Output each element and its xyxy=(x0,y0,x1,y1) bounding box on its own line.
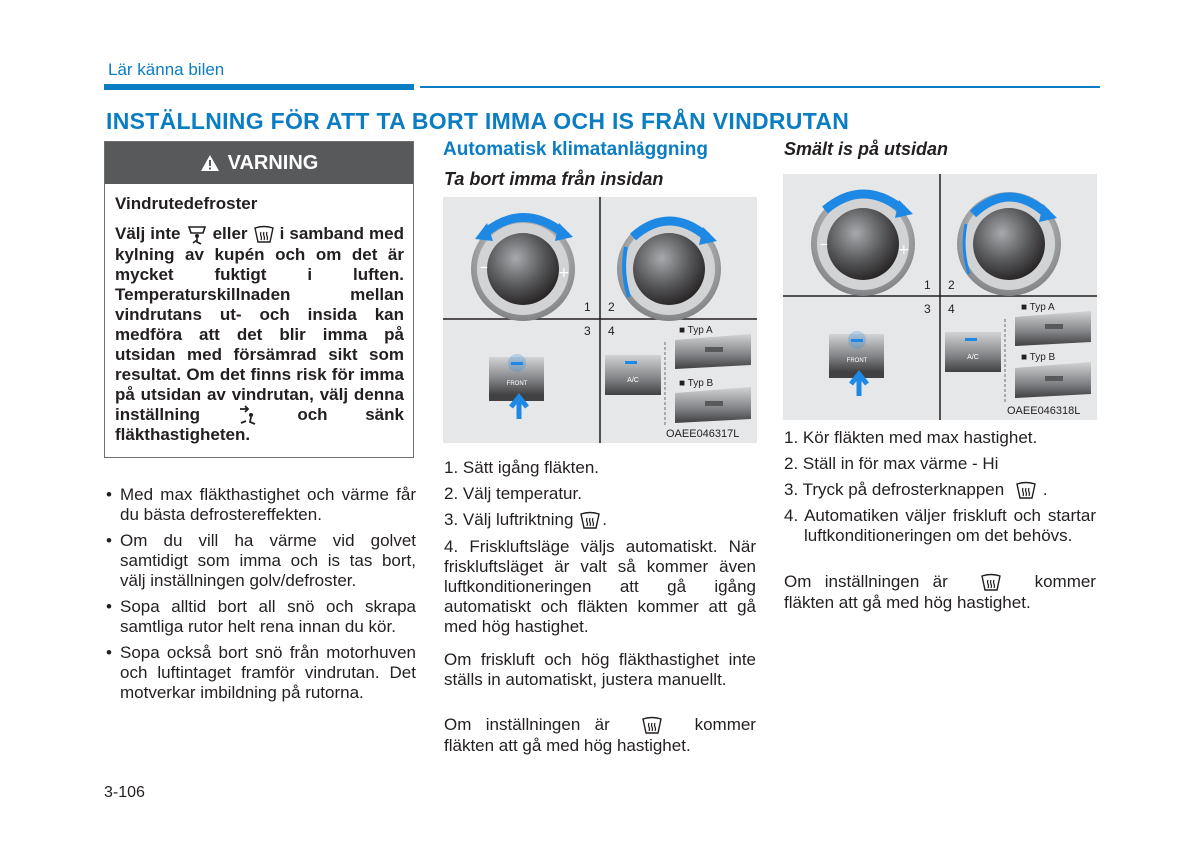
svg-text:2: 2 xyxy=(608,300,615,314)
svg-text:3: 3 xyxy=(924,302,931,316)
warning-header xyxy=(105,142,413,184)
list-item: 3. Tryck på defrosterknappen . xyxy=(784,480,1048,499)
figure-code: OAEE046317L xyxy=(666,428,740,440)
svg-text:A/C: A/C xyxy=(967,354,979,361)
svg-text:+: + xyxy=(558,265,570,281)
header-rule-thin xyxy=(420,86,1100,88)
page-title: INSTÄLLNING FÖR ATT TA BORT IMMA OCH IS FRÅN VINDRUTAN xyxy=(106,108,850,134)
list-item: 1. Sätt igång fläkten. xyxy=(444,458,599,477)
windshield-defrost-icon xyxy=(1013,481,1039,501)
svg-text:FRONT: FRONT xyxy=(846,358,868,364)
windshield-defrost-icon xyxy=(578,511,602,531)
warning-triangle-icon xyxy=(200,154,220,172)
svg-text:+: + xyxy=(898,242,910,258)
svg-text:1: 1 xyxy=(924,278,931,292)
melt-ice-heading: Smält is på utsidan xyxy=(784,139,949,159)
demist-manual-note: Om friskluft och hög fläkthastighet inte ställs in automatiskt, justera manuellt. xyxy=(444,650,756,689)
fan-knob xyxy=(471,217,575,321)
fan-knob xyxy=(811,192,915,296)
header-rule-thick xyxy=(104,84,414,90)
windshield-defrost-icon xyxy=(640,716,664,736)
defrost-high-speed-note: Om inställningen är kommer fläkten att gå med hög hastighet. xyxy=(784,572,1096,612)
svg-text:3: 3 xyxy=(584,324,591,338)
svg-text:4: 4 xyxy=(608,324,615,338)
demist-inside-heading: Ta bort imma från insidan xyxy=(444,169,664,189)
demist-figure xyxy=(443,197,757,443)
svg-text:■ Typ A: ■ Typ A xyxy=(1021,302,1055,313)
page-number: 3-106 xyxy=(104,784,145,801)
svg-text:2: 2 xyxy=(948,278,955,292)
defrost-steps xyxy=(784,428,1098,507)
tips-list xyxy=(104,485,416,709)
list-item: 2. Välj temperatur. xyxy=(444,484,582,503)
demist-steps xyxy=(444,458,756,537)
ac-button xyxy=(605,355,661,395)
defrost-figure xyxy=(783,174,1097,420)
list-item: 2. Ställ in för max värme - Hi xyxy=(784,454,999,473)
list-item: • Om du vill ha värme vid golvet samtidigt som imma och is tas bort, välj inställningen golv/defroster. xyxy=(104,531,416,591)
warning-label: VARNING xyxy=(227,151,319,174)
defrost-step-4: 4. Automatiken väljer friskluft och startar luftkonditioneringen om det behövs. xyxy=(784,506,1096,545)
temperature-knob xyxy=(617,217,721,321)
svg-text:A/C: A/C xyxy=(627,377,639,384)
list-item: • Sopa alltid bort all snö och skrapa samtliga rutor helt rena innan du kör. xyxy=(104,597,416,637)
list-item: • Med max fläkthastighet och värme får du bästa defrostereffekten. xyxy=(104,485,416,525)
svg-text:–: – xyxy=(820,234,828,253)
figure-code: OAEE046318L xyxy=(1007,405,1081,417)
svg-text:FRONT: FRONT xyxy=(506,381,528,387)
recirc-button-type-a xyxy=(675,334,751,369)
face-floor-mode-icon xyxy=(238,405,260,425)
svg-text:1: 1 xyxy=(584,300,591,314)
warning-text: Välj inte eller i samband med kylning av kupén och om det är mycket fuktigt i luften. Temperaturskillnaden mellan vindrutans ut- och insida kan medföra att det blir imma på utsidan med försämrad sikt som resultat. Om det finns risk för imma på utsidan av vindrutan, välj denna inställning och sänk fläkthastigheten. xyxy=(115,224,404,445)
climate-heading: Automatisk klimatanläggning xyxy=(443,139,708,160)
recirc-button-type-a xyxy=(1015,311,1091,346)
list-item: 3. Välj luftriktning . xyxy=(444,510,607,529)
recirc-button-type-b xyxy=(675,387,751,423)
list-item: 1. Kör fläkten med max hastighet. xyxy=(784,428,1038,447)
svg-text:–: – xyxy=(480,257,488,276)
warning-subtitle: Vindrutedefroster xyxy=(115,194,258,213)
demist-step-4: 4. Friskluftsläge väljs automatiskt. När friskluftsläget är valt så kommer även luftkonditioneringen att gå igång automatiskt och fläkten kommer att gå med hög hastighet. xyxy=(444,537,756,636)
windshield-defrost-icon xyxy=(253,225,275,245)
svg-text:4: 4 xyxy=(948,302,955,316)
ac-button xyxy=(945,332,1001,372)
svg-text:■ Typ A: ■ Typ A xyxy=(679,325,713,336)
svg-text:■ Typ B: ■ Typ B xyxy=(679,378,714,389)
floor-defrost-mode-icon xyxy=(186,225,208,245)
demist-high-speed-note: Om inställningen är kommer fläkten att gå med hög hastighet. xyxy=(444,715,756,755)
temperature-knob xyxy=(957,192,1061,296)
svg-text:■ Typ B: ■ Typ B xyxy=(1021,352,1056,363)
section-title: Lär känna bilen xyxy=(108,60,225,79)
warning-box xyxy=(104,141,414,458)
list-item: • Sopa också bort snö från motorhuven och luftintaget framför vindrutan. Det motverkar imbildning på rutorna. xyxy=(104,643,416,703)
recirc-button-type-b xyxy=(1015,362,1091,398)
windshield-defrost-icon xyxy=(979,573,1003,593)
